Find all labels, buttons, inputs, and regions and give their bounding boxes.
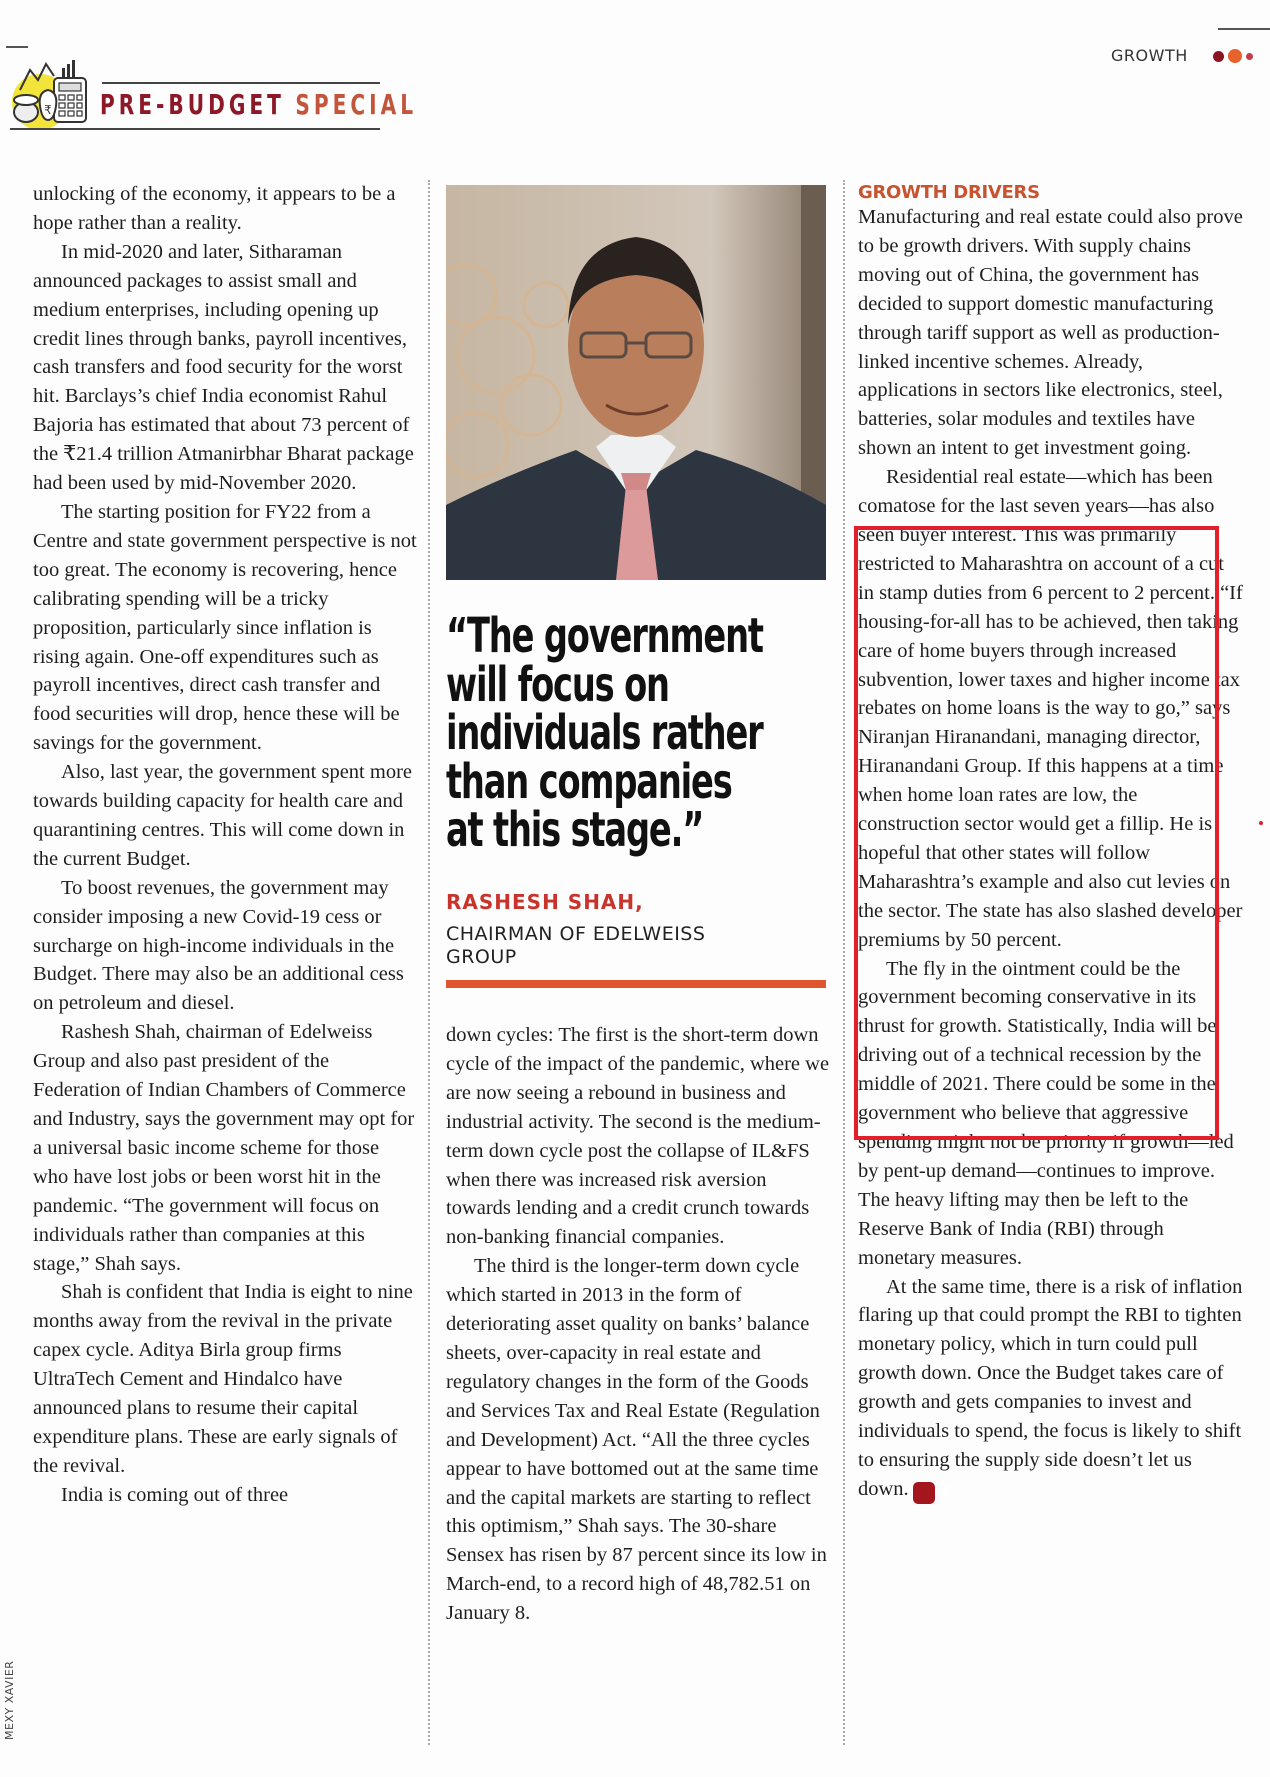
- section-top-rule: [1218, 28, 1270, 30]
- article-column-left: [33, 180, 418, 1510]
- pull-quote-line: will focus on: [446, 656, 669, 713]
- dot-orange: [1228, 49, 1242, 63]
- end-of-article-icon: F: [913, 1482, 935, 1504]
- paragraph: India is coming out of three: [61, 1483, 289, 1506]
- paragraph: Also, last year, the government spent more towards building capacity for health care and quarantining centres. This will come down in the current Budget.: [33, 761, 413, 870]
- banner-title: [100, 88, 417, 121]
- svg-text:₹: ₹: [44, 103, 52, 117]
- paragraph: The starting position for FY22 from a Centre and state government perspective is not too great. The economy is recovering, hence calibrating spending will be a tricky proposition, particularly since inflation is rising again. One-off expenditures such as payroll incentives, direct cash transfer and food securities will drop, hence these will be savings for the government.: [33, 500, 417, 755]
- paragraph: down cycles: The first is the short-term down cycle of the impact of the pandemic, where we are now seeing a rebound in business and industrial activity. The second is the medium-term down cycle post the collapse of IL&FS when there was increased risk aversion towards lending and a credit crunch towards non-banking financial companies.: [446, 1024, 830, 1249]
- portrait-photo: [446, 185, 826, 580]
- pull-quote-line: at this stage.”: [446, 802, 704, 858]
- pull-quote-line: individuals rather: [446, 705, 763, 761]
- section-dots-icon: [1213, 49, 1253, 63]
- paragraph: Residential real estate—which has been comatose for the last seven years—has also seen buyer interest. This was primarily restricted to Maharashtra on account of a cut in stamp duties from 6 percent to 2 percent. “If housing-for-all has to be achieved, then taking care of home buyers through increased subvention, lower taxes and higher income tax rebates on home loans is the way to go,” says Niranjan Hiranandani, managing director, Hiranandani Group. If this happens at a time when home loan rates are low, the construction sector would get a fillip. He is hopeful that other states will follow Maharashtra’s example and also cut levies on the sector. The state has also slashed developer premiums by 50 percent.: [858, 466, 1243, 951]
- paragraph: At the same time, there is a risk of inflation flaring up that could prompt the RBI to tighten monetary policy, which in turn could pull growth down. Once the Budget takes care of growth and gets companies to invest and individuals to spend, the focus is likely to shift to ensuring the supply side doesn’t let us down. F: [858, 1273, 1243, 1504]
- column-divider-left: [428, 180, 430, 1745]
- dot-dark-red: [1213, 51, 1224, 62]
- banner-rule-bottom: [10, 128, 380, 130]
- paragraph: In mid-2020 and later, Sitharaman announced packages to assist small and medium enterprises, including opening up credit lines through banks, payroll incentives, cash transfers and food security for the worst hit. Barclays’s chief India economist Rahul Bajoria has estimated that about 73 percent of the ₹21.4 trillion Atmanirbhar Bharat package had been used by mid-November 2020.: [33, 240, 414, 495]
- highlight-annotation-box: [854, 526, 1219, 1140]
- annotation-dot: [1259, 821, 1263, 825]
- banner-title-part2: SPECIAL: [295, 88, 418, 121]
- pull-quote-line: “The government: [446, 608, 763, 664]
- article-column-middle: [446, 1021, 831, 1628]
- banner-title-part1: PRE-BUDGET: [100, 88, 285, 121]
- pull-quote-line: than companies: [446, 753, 732, 810]
- banner-rule-top: [102, 82, 380, 84]
- subhead-growth-drivers: GROWTH DRIVERS: [858, 182, 1040, 203]
- paragraph: Rashesh Shah, chairman of Edelweiss Group and also past president of the Federation of Indian Chambers of Commerce and Industry, says the government may opt for a universal basic income scheme for those who have lost jobs or been worst hit in the pandemic. “The government will focus on individuals rather than companies at this stage,” Shah says.: [33, 1021, 415, 1275]
- paragraph: Shah is confident that India is eight to nine months away from the revival in the private capex cycle. Aditya Birla group firms UltraTech Cement and Hindalco have announced plans to resume their capital expenditure plans. These are early signals of the revival.: [33, 1281, 413, 1477]
- paragraph: The third is the longer-term down cycle which started in 2013 in the form of deteriorating asset quality on banks’ balance sheets, over-capacity in real estate and regulatory changes in the form of the Goods and Services Tax and Real Estate (Regulation and Development) Act. “All the three cycles appear to have bottomed out at the same time and the capital markets are starting to reflect this optimism,” Shah says. The 30-share Sensex has risen by 87 percent since its low in March-end, to a record high of 48,782.51 on January 8.: [446, 1255, 827, 1625]
- photo-credit: MEXY XAVIER: [3, 1660, 16, 1740]
- paragraph: unlocking of the economy, it appears to be a hope rather than a reality.: [33, 183, 396, 234]
- section-banner: [6, 26, 418, 121]
- banner-top-rule: [6, 46, 28, 48]
- budget-calculator-money-icon: [10, 56, 94, 126]
- pull-quote: [446, 608, 836, 858]
- dot-small-red: [1246, 53, 1253, 60]
- paragraph: Manufacturing and real estate could also prove to be growth drivers. With supply chains moving out of China, the government has decided to support domestic manufacturing through tariff support as well as production-linked incentive schemes. Already, applications in sectors like electronics, steel, batteries, solar modules and textiles have shown an intent to get investment going.: [858, 206, 1243, 460]
- section-label: GROWTH: [1111, 46, 1188, 65]
- paragraph: The fly in the ointment could be the government becoming conservative in its thrust for growth. Statistically, India will be driving out of a technical recession by the middle of 2021. There could be some in the government who believe that aggressive spending might not be priority if growth—led by pent-up demand—continues to improve. The heavy lifting may then be left to the Reserve Bank of India (RBI) through monetary measures.: [858, 957, 1234, 1269]
- column-divider-right: [843, 180, 845, 1745]
- quote-attribution-role: CHAIRMAN OF EDELWEISS GROUP: [446, 923, 706, 968]
- quote-attribution-name: RASHESH SHAH,: [446, 890, 644, 914]
- accent-bar: [446, 980, 826, 988]
- paragraph: To boost revenues, the government may consider imposing a new Covid-19 cess or surcharge on high-income individuals in the Budget. There may also be an additional cess on petroleum and diesel.: [33, 876, 404, 1015]
